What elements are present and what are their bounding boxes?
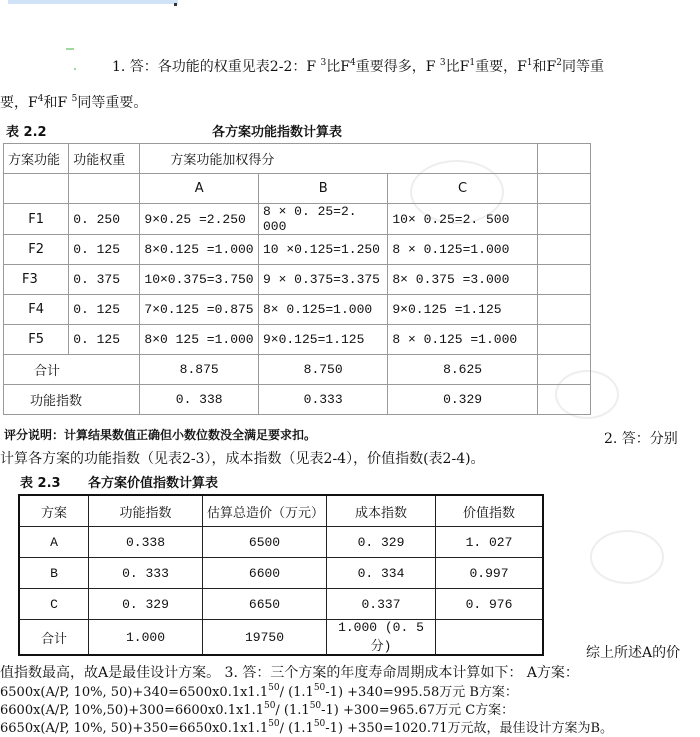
- watermark: [590, 530, 664, 584]
- table-row: [4, 235, 591, 265]
- table1-label: 表 2.2: [6, 125, 47, 140]
- table-row: [19, 589, 543, 620]
- total-cell: 8.625: [388, 355, 537, 385]
- score-cell: 10 ×0.125=1.250: [258, 235, 387, 265]
- decoration-dot: [174, 3, 177, 6]
- table1-title: 各方案功能指数计算表: [212, 125, 343, 140]
- header-cell: 功能指数: [89, 495, 203, 527]
- function-index-cell: 1.000: [89, 620, 203, 656]
- empty-cell: [69, 174, 140, 204]
- header-cell: 功能权重: [69, 144, 140, 174]
- value-index-cell: 0.997: [436, 558, 544, 589]
- total-cell: 8.750: [258, 355, 387, 385]
- weight-cell: 0. 375: [69, 265, 140, 295]
- scoring-note: 评分说明：计算结果数值正确但小数位数没全满足要求扣。: [4, 428, 317, 442]
- table2-label: 表 2.3: [20, 476, 61, 491]
- answer1-line2: 要，$F^4$和F $^5$同等重要。: [0, 94, 148, 111]
- function-index-cell: 0. 333: [89, 558, 203, 589]
- value-index-cell: [436, 620, 544, 656]
- empty-cell: [537, 295, 590, 325]
- cost-cell: 6650: [203, 589, 327, 620]
- index-cell: 0.333: [258, 385, 387, 415]
- header-cell: 方案功能: [4, 144, 69, 174]
- table-row: [19, 495, 543, 527]
- weight-cell: 0. 125: [69, 235, 140, 265]
- subheader-cell: A: [140, 174, 259, 204]
- table2-title: 各方案价值指数计算表: [88, 476, 219, 491]
- total-cell: 8.875: [140, 355, 259, 385]
- value-index-cell: 1. 027: [436, 527, 544, 558]
- score-cell: 7×0.125 =0.875: [140, 295, 259, 325]
- table-row: [4, 144, 591, 174]
- subheader-cell: B: [258, 174, 387, 204]
- answer2-start: 2. 答：分别: [604, 431, 678, 447]
- header-cell: 价值指数: [436, 495, 544, 527]
- top-decoration-bar: [8, 0, 178, 4]
- empty-cell: [537, 235, 590, 265]
- header-cell: 方案: [19, 495, 89, 527]
- empty-cell: [537, 204, 590, 235]
- score-cell: 10×0.375=3.750: [140, 265, 259, 295]
- conclusion-line4: 6650x(A/P, 10%, $50)+350=6650x0.1x1.1^{50}/$ $(1.1^{50}-1) +350=1020.71$万元故，最佳设计方案为B。: [0, 719, 614, 736]
- score-cell: 10× 0.25=2. 500: [388, 204, 537, 235]
- table-row: [4, 204, 591, 235]
- index-cell: 0.329: [388, 385, 537, 415]
- function-index-table: [3, 143, 591, 415]
- cost-cell: 19750: [203, 620, 327, 656]
- conclusion-tail: 综上所述A的价: [586, 645, 681, 661]
- function-index-cell: 0. 329: [89, 589, 203, 620]
- conclusion-line1: 值指数最高，故A是最佳设计方案。 3. 答：三个方案的年度寿命周期成本计算如下： A方案：: [0, 665, 579, 681]
- cost-index-cell: 0. 329: [327, 527, 436, 558]
- empty-cell: [537, 144, 590, 174]
- empty-cell: [537, 325, 590, 355]
- value-index-table: [18, 494, 544, 656]
- header-cell: 估算总造价（万元）: [203, 495, 327, 527]
- empty-cell: [537, 174, 590, 204]
- table-row: [4, 385, 591, 415]
- score-cell: 8× 0.125=1.000: [258, 295, 387, 325]
- score-cell: 9 × 0.375=3.375: [258, 265, 387, 295]
- function-index-cell: 0.338: [89, 527, 203, 558]
- decoration-mark: [66, 48, 74, 50]
- score-cell: 8×0 125 =1.000: [140, 325, 259, 355]
- table-row: [19, 620, 543, 656]
- table-row: [19, 527, 543, 558]
- score-cell: 8 × 0.125 =1.000: [388, 325, 537, 355]
- score-cell: 8 × 0. 25=2. 000: [258, 204, 387, 235]
- scheme-cell: A: [19, 527, 89, 558]
- subheader-cell: C: [388, 174, 537, 204]
- table-row: [4, 355, 591, 385]
- empty-cell: [537, 355, 590, 385]
- function-cell: F1: [4, 204, 69, 235]
- table-row: [4, 174, 591, 204]
- weight-cell: 0. 125: [69, 325, 140, 355]
- conclusion-line2: 6500x(A/P, 10%, $50)+340=6500x0.1x1.1^{50}/$ $(1.1^{50}-1) +340=995.58$万元 B方案：: [0, 683, 518, 700]
- cost-index-cell: 0. 334: [327, 558, 436, 589]
- header-cell: 方案功能加权得分: [140, 144, 537, 174]
- table-row: [4, 295, 591, 325]
- cost-index-cell: 1.000 (0. 5分): [327, 620, 436, 656]
- index-cell: 0. 338: [140, 385, 259, 415]
- header-cell: 成本指数: [327, 495, 436, 527]
- function-cell: F5: [4, 325, 69, 355]
- table-row: [19, 558, 543, 589]
- table-row: [4, 325, 591, 355]
- score-cell: 8×0.125 =1.000: [140, 235, 259, 265]
- cost-cell: 6500: [203, 527, 327, 558]
- score-cell: 8× 0.375 =3.000: [388, 265, 537, 295]
- conclusion-line3: 6600x(A/P, $10\%,50)+300=6600x0.1x1.1^{50}/$ $(1.1^{50}-1) +300=965.67$万元 C方案：: [0, 701, 515, 718]
- total-label-cell: 合计: [4, 355, 140, 385]
- empty-cell: [537, 265, 590, 295]
- score-cell: 9×0.25 =2.250: [140, 204, 259, 235]
- index-label-cell: 功能指数: [4, 385, 140, 415]
- score-cell: 8 × 0.125=1.000: [388, 235, 537, 265]
- cost-index-cell: 0.337: [327, 589, 436, 620]
- empty-cell: [537, 385, 590, 415]
- weight-cell: 0. 250: [69, 204, 140, 235]
- scheme-cell: B: [19, 558, 89, 589]
- score-cell: 9×0.125=1.125: [258, 325, 387, 355]
- table-row: [4, 265, 591, 295]
- answer1-line1: 1. 答：各功能的权重见表2-2：F $^3$比$F^4$重要得多，F $^3$比$F^1$重要，$F^1$和$F^2$同等重: [112, 58, 604, 75]
- function-cell: F2: [4, 235, 69, 265]
- value-index-cell: 0. 976: [436, 589, 544, 620]
- scheme-cell: C: [19, 589, 89, 620]
- function-cell: F3: [4, 265, 69, 295]
- cost-cell: 6600: [203, 558, 327, 589]
- decoration-mark: [74, 68, 76, 70]
- function-cell: F4: [4, 295, 69, 325]
- answer2-line2: 计算各方案的功能指数（见表2-3），成本指数（见表2-4），价值指数(表2-4)。: [0, 451, 485, 467]
- score-cell: 9×0.125 =1.125: [388, 295, 537, 325]
- empty-cell: [4, 174, 69, 204]
- scheme-cell: 合计: [19, 620, 89, 656]
- weight-cell: 0. 125: [69, 295, 140, 325]
